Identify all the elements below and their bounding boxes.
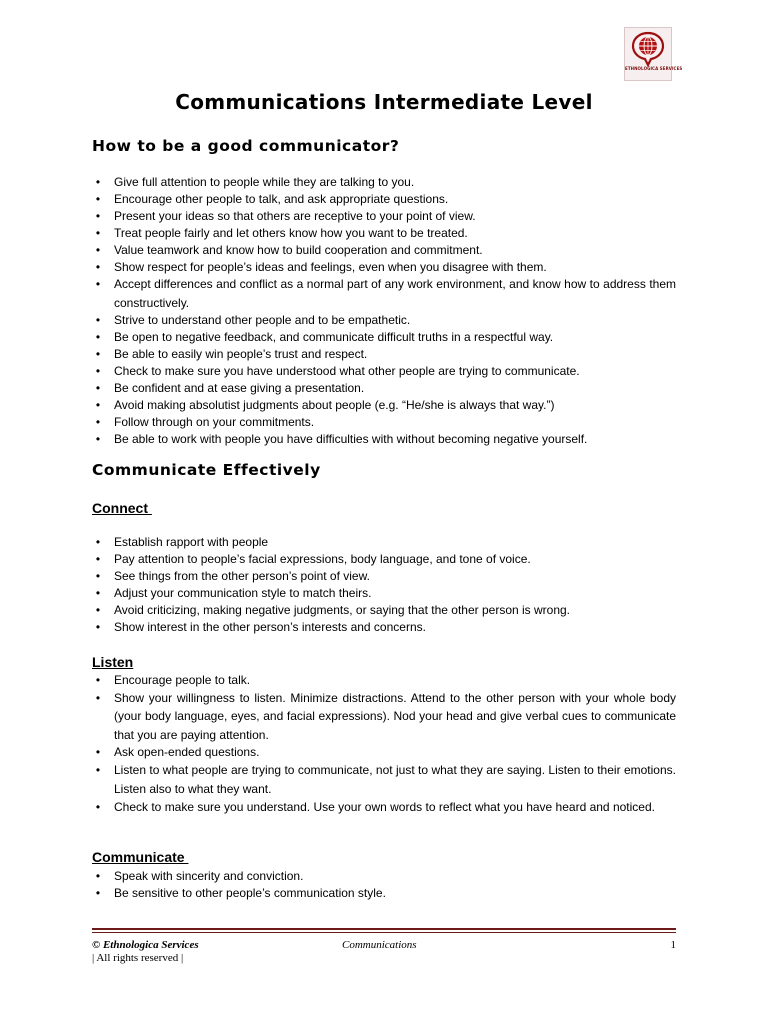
bullet-icon: • — [95, 208, 101, 223]
subheading-communicate: Communicate — [92, 849, 189, 865]
listen-list — [92, 672, 676, 817]
list-item — [92, 363, 676, 380]
bullet-icon: • — [95, 330, 101, 345]
good-communicator-list — [92, 174, 676, 448]
list-item-text: Be able to easily win people’s trust and respect. — [114, 347, 368, 362]
subheading-listen: Listen — [92, 654, 134, 670]
list-item-text: Speak with sincerity and conviction. — [114, 869, 304, 883]
list-item-text: Follow through on your commitments. — [114, 414, 315, 429]
bullet-icon: • — [95, 763, 101, 778]
bullet-icon: • — [95, 191, 101, 206]
list-item-text: Ask open-ended questions. — [114, 745, 260, 760]
list-item — [92, 397, 676, 414]
list-item — [92, 568, 676, 585]
list-item — [92, 619, 676, 636]
list-item — [92, 346, 676, 363]
bullet-icon: • — [95, 313, 101, 328]
list-item-text: See things from the other person’s point of view. — [114, 568, 370, 583]
list-item-text: Be confident and at ease giving a presentation. — [114, 381, 365, 396]
company-logo — [624, 27, 683, 81]
list-item-text: Adjust your communication style to match theirs. — [114, 585, 372, 600]
bullet-icon: • — [95, 869, 101, 883]
bullet-icon: • — [95, 745, 101, 760]
bullet-icon: • — [95, 800, 101, 815]
bullet-icon: • — [95, 585, 101, 600]
bullet-icon: • — [95, 225, 101, 240]
list-item — [92, 259, 676, 276]
list-item — [92, 208, 676, 225]
list-item-text: Show respect for people’s ideas and feelings, even when you disagree with them. — [114, 259, 547, 274]
subheading-connect: Connect — [92, 500, 152, 516]
list-item — [92, 868, 676, 885]
bullet-icon: • — [95, 242, 101, 257]
bullet-icon: • — [95, 885, 101, 900]
bullet-icon: • — [95, 619, 101, 634]
list-item-text: Avoid criticizing, making negative judgments, or saying that the other person is wrong. — [114, 602, 571, 617]
footer-copyright: © Ethnologica Services — [92, 939, 199, 951]
bullet-icon: • — [95, 347, 101, 362]
section-heading-good-communicator: How to be a good communicator? — [92, 137, 400, 155]
bullet-icon: • — [95, 397, 101, 412]
logo-text: ETHNOLOGICA SERVICES — [625, 66, 683, 71]
bullet-icon: • — [95, 690, 101, 705]
footer-divider-thin — [92, 932, 676, 933]
list-item — [92, 761, 676, 798]
list-item-text: Encourage people to talk. — [114, 673, 251, 687]
bullet-icon: • — [95, 364, 101, 379]
list-item-text: Show your willingness to listen. Minimize distractions. Attend to the other person with your whole body (your body language, eyes, and facial expressions). Nod your head and give verbal cues to communicate that you are paying attention. — [114, 690, 676, 742]
list-item — [92, 225, 676, 242]
list-item — [92, 744, 676, 761]
list-item — [92, 191, 676, 208]
list-item-text: Check to make sure you have understood what other people are trying to communicate. — [114, 364, 580, 379]
bullet-icon: • — [95, 535, 101, 549]
globe-speech-bubble-icon — [630, 31, 666, 67]
bullet-icon: • — [95, 381, 101, 396]
list-item-text: Listen to what people are trying to communicate, not just to what they are saying. Listen to their emotions. Listen also to what they want. — [114, 763, 676, 796]
list-item-text: Accept differences and conflict as a normal part of any work environment, and know how to address them constructively. — [114, 277, 676, 310]
list-item-text: Show interest in the other person’s interests and concerns. — [114, 619, 426, 634]
bullet-icon: • — [95, 414, 101, 429]
list-item-text: Treat people fairly and let others know how you want to be treated. — [114, 225, 468, 240]
footer-rights: | All rights reserved | — [92, 952, 184, 964]
list-item — [92, 534, 676, 551]
bullet-icon: • — [95, 431, 101, 446]
bullet-icon: • — [95, 259, 101, 274]
list-item-text: Strive to understand other people and to be empathetic. — [114, 313, 411, 328]
list-item-text: Check to make sure you understand. Use your own words to reflect what you have heard and noticed. — [114, 800, 655, 815]
list-item — [92, 380, 676, 397]
bullet-icon: • — [95, 602, 101, 617]
list-item-text: Present your ideas so that others are receptive to your point of view. — [114, 208, 476, 223]
list-item — [92, 174, 676, 191]
connect-list — [92, 534, 676, 635]
list-item-text: Value teamwork and know how to build cooperation and commitment. — [114, 242, 483, 257]
list-item — [92, 602, 676, 619]
list-item — [92, 414, 676, 431]
bullet-icon: • — [95, 673, 101, 687]
bullet-icon: • — [95, 175, 101, 189]
list-item-text: Pay attention to people’s facial expressions, body language, and tone of voice. — [114, 551, 531, 566]
bullet-icon: • — [95, 551, 101, 566]
list-item-text: Encourage other people to talk, and ask appropriate questions. — [114, 191, 449, 206]
bullet-icon: • — [95, 277, 101, 292]
list-item — [92, 431, 676, 448]
section-heading-communicate-effectively: Communicate Effectively — [92, 461, 321, 479]
list-item-text: Be sensitive to other people’s communication style. — [114, 885, 386, 900]
list-item-text: Establish rapport with people — [114, 535, 269, 549]
footer-page-number: 1 — [670, 939, 676, 951]
list-item — [92, 885, 676, 902]
list-item-text: Give full attention to people while they are talking to you. — [114, 175, 415, 189]
list-item — [92, 585, 676, 602]
list-item — [92, 672, 676, 689]
list-item — [92, 242, 676, 259]
list-item — [92, 312, 676, 329]
list-item — [92, 689, 676, 745]
page-title: Communications Intermediate Level — [175, 90, 593, 114]
communicate-list — [92, 868, 676, 902]
list-item-text: Avoid making absolutist judgments about people (e.g. “He/she is always that way.”) — [114, 397, 555, 412]
footer-divider — [92, 928, 676, 930]
list-item-text: Be open to negative feedback, and communicate difficult truths in a respectful way. — [114, 330, 554, 345]
list-item — [92, 551, 676, 568]
list-item — [92, 798, 676, 817]
list-item — [92, 275, 676, 312]
bullet-icon: • — [95, 568, 101, 583]
list-item-text: Be able to work with people you have difficulties with without becoming negative yourself. — [114, 431, 588, 446]
list-item — [92, 329, 676, 346]
footer-doc-title: Communications — [342, 939, 417, 951]
